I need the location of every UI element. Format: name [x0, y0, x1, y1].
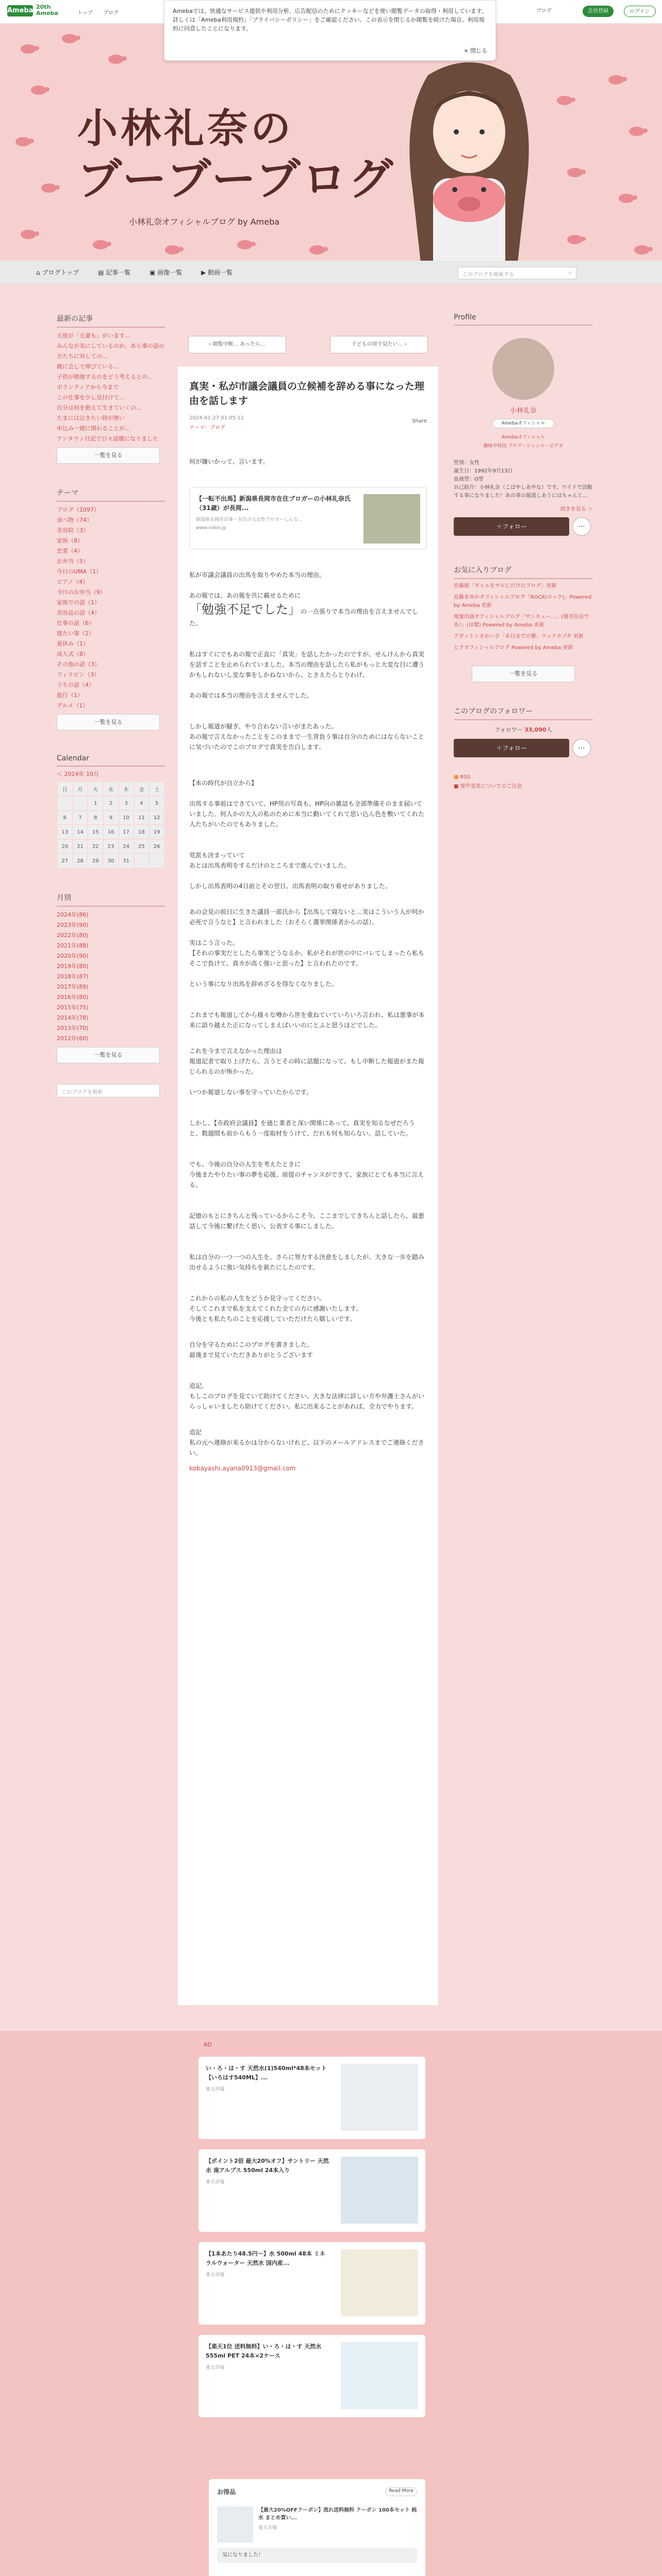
calendar-cell [134, 854, 150, 868]
theme-link[interactable]: 仕事の話（6） [57, 620, 94, 626]
article-paragraph: これを今まで言えなかった理由は 報道記者で取り上げたら、言うとその時に話題になって、もし中断した報道がまた報じられるのが怖かった。 [189, 1047, 424, 1075]
calendar-cell[interactable]: 15 [88, 825, 103, 839]
ameba-20th-logo: 20th Ameba [36, 4, 58, 16]
link-card-title: 【一転不出馬】新潟県長岡市在住ブロガーの小林礼奈氏（31歳）が長岡... [196, 495, 351, 512]
pig-decoration [31, 86, 46, 95]
month-link[interactable]: 2018年(87) [57, 973, 89, 980]
favorites-list [454, 579, 593, 658]
theme-link[interactable]: 美容院（3） [57, 527, 89, 534]
pig-decoration [557, 96, 572, 105]
calendar-cell[interactable]: 23 [103, 839, 119, 854]
rss-icon: ▦ [454, 774, 460, 780]
favorite-blog-link[interactable]: 佐藤綾「ギャルをサルにだけのブログ」更新 [454, 583, 557, 589]
article-paragraph: という事になり出馬を辞めざるを得なくなりました。 [189, 980, 338, 988]
calendar-cell[interactable]: 30 [103, 854, 119, 868]
article-paragraph: でも、今後の自分の人生を考えたときに 今後またやりたい事の夢を応援、前提のチャンスができて、家族にとても本当に言える。 [189, 1161, 424, 1189]
month-link[interactable]: 2024年(86) [57, 911, 89, 918]
top-nav-blog[interactable]: ブログ [103, 10, 119, 16]
article-paragraph: あの報では、あの報を共に載せるために [189, 592, 301, 599]
pig-decoration [634, 245, 650, 255]
recommend-thumb [217, 2506, 253, 2543]
article-date: 2024-01-27 01:05:11 [189, 415, 244, 421]
favorites-heading: お気に入りブログ [454, 562, 593, 579]
calendar-cell[interactable]: 7 [73, 810, 88, 825]
calendar-day-header: 月 [73, 782, 88, 796]
calendar-cell [149, 854, 164, 868]
favorite-blog-link[interactable]: 壇蜜出演オフィシャルブログ「サンキュー…」(週刊奈良であ）」(ほ鷲) Powered by Ameba 更新 [454, 614, 589, 628]
calendar-cell[interactable]: 24 [119, 839, 134, 854]
ad-label: AD [204, 2041, 212, 2048]
product-image [341, 2249, 418, 2316]
article-paragraph: 自分を守るためにこのブログを書きました。 最後まで見ていただきありがとうございます [189, 1341, 313, 1359]
profile-name[interactable]: 小林礼奈 [509, 407, 537, 415]
calendar-cell[interactable]: 12 [149, 810, 164, 825]
blog-search-input[interactable]: このブログを検索する ⌕ [458, 267, 576, 279]
profile-badge-link[interactable]: Amebaオフィシャル [501, 435, 545, 440]
product-card[interactable] [198, 2242, 425, 2325]
recent-list [57, 328, 165, 447]
calendar-cell[interactable]: 31 [119, 854, 134, 868]
article-paragraph: しかし報道が騒ぎ、やり合わない言いがまたあった。 あの報で言えなかったことをこのままで一生背負う事は自分のためにはならないことに気づいたのでこのブログで真実を告白します。 [189, 723, 425, 751]
theme-link[interactable]: 家族（8） [57, 537, 83, 544]
calendar-cell[interactable]: 6 [57, 810, 73, 825]
lower-section [0, 2031, 662, 2576]
article-paragraph: 記憶のもとにきちんと残っているからこそ今、ここまでしてきちんと話したら、最悪話して今後に繋げたく思い、公表する事にしました。 [189, 1212, 425, 1230]
cookie-consent-banner [164, 0, 496, 61]
notice-link[interactable]: ■ 要件変更についてのご注意 [454, 784, 522, 789]
calendar-day-header: 日 [57, 782, 73, 796]
chevron-left-icon: ‹ [209, 342, 213, 347]
calendar-day-header: 水 [103, 782, 119, 796]
month-link[interactable]: 2014年(78) [57, 1014, 89, 1021]
theme-link[interactable]: 今日のUMA（1） [57, 568, 102, 575]
product-card[interactable] [198, 2335, 425, 2417]
calendar-day-header: 土 [149, 782, 164, 796]
article-paragraph: 追記 私の元へ連絡が来るかは分からないけれど、以下のメールアドレスまでご連絡ください。 [189, 1429, 424, 1456]
more-options-icon[interactable]: ⋯ [572, 517, 591, 536]
calendar-day-header: 木 [119, 782, 134, 796]
recommend-item-shop: 楽天市場 [258, 2526, 277, 2531]
profile-heading: Profile [454, 310, 593, 326]
calendar-cell[interactable]: 26 [149, 839, 164, 854]
theme-link[interactable]: 寝たい事（2） [57, 630, 94, 637]
calendar-cell [57, 796, 73, 810]
recent-link[interactable]: 子供が勉強するのをどう考えるとの... [57, 374, 153, 380]
link-card-site: 新潟県長岡市出身・在住の元女性ブロガーしんな... [196, 517, 303, 522]
calendar-cell[interactable]: 20 [57, 839, 73, 854]
article-paragraph: 【本の時代が自立から】 [189, 779, 258, 787]
product-card[interactable] [198, 2149, 425, 2232]
info-icon: ■ [454, 784, 460, 789]
sidebar-search-input[interactable]: このブログを検索 [57, 1084, 160, 1097]
product-image [341, 2342, 418, 2409]
month-link[interactable]: 2022年(80) [57, 932, 89, 939]
blog-title-line2: ブーブーブログ [77, 153, 395, 205]
article-paragraph: あの会見の前日に生きた議員一部氏から【出馬して寝ないと...実はこういう人が何か必死で言うなと】と言われました（おそらく選挙関係者からの話）。 [189, 908, 424, 926]
theme-link[interactable]: 旅行（1） [57, 692, 83, 699]
calendar-day-header: 火 [88, 782, 103, 796]
calendar-cell[interactable]: 4 [134, 796, 150, 810]
theme-link[interactable]: 成人式（8） [57, 651, 89, 657]
new-blog-link[interactable]: ブログ [536, 8, 552, 14]
right-sidebar [454, 310, 593, 791]
profile-avatar[interactable] [492, 338, 554, 400]
article-paragraph: しかし、【市政府会議員】を通じ業者と深い関係にあって、真実を知るなぜだろうと、数週間も前からもう一度取材をうけて、だれも何も知らない。話していた。 [189, 1120, 415, 1137]
pig-decoration [629, 127, 644, 136]
pig-decoration [41, 183, 57, 193]
followers-heading: このブログのフォロワー [454, 703, 593, 720]
article-paragraph: 党派も決まっていて あとは出馬表明をするだけのところまで進んでいました。 [189, 852, 351, 869]
calendar-cell [73, 796, 88, 810]
recent-link[interactable]: 親に会しで伸びている... [57, 363, 119, 370]
article-paragraph: これまでも報道してから様々な噂から世を重ねていていろいろ言われ、私は悪事が本来に語り越えた正になってしまえばいいのにとふと思うほどでした。 [189, 1011, 425, 1029]
calendar-cell[interactable]: 10 [119, 810, 134, 825]
calendar-day-header: 金 [134, 782, 150, 796]
monthly-list [57, 907, 165, 1047]
theme-heading: テーマ [57, 484, 165, 502]
theme-link[interactable]: 美容品の話（4） [57, 609, 100, 616]
product-meta: 楽天市場 [206, 2180, 225, 2185]
product-meta: 楽天市場 [206, 2087, 225, 2092]
favorites-more-button[interactable]: 一覧を見る [472, 666, 575, 682]
nav-video-list[interactable]: ▶ 動画一覧 [201, 269, 233, 276]
recent-link[interactable]: この仕事を少し見付けて... [57, 394, 125, 401]
pig-decoration [567, 168, 583, 177]
month-link[interactable]: 2021年(88) [57, 942, 89, 949]
month-link[interactable]: 2015年(75) [57, 1004, 89, 1011]
month-link[interactable]: 2013年(70) [57, 1025, 89, 1031]
recent-link[interactable]: みんなが気にしているのか、あら事の話の方たちに対しての... [57, 343, 164, 360]
pig-decoration [237, 240, 253, 249]
link-card-thumbnail [363, 494, 420, 544]
theme-link[interactable]: ピアノ（4） [57, 579, 89, 585]
more-options-icon[interactable]: ⋯ [572, 739, 591, 757]
recent-more-button[interactable]: 一覧を見る [57, 447, 160, 464]
cookie-close-button[interactable]: × 閉じる [464, 47, 487, 54]
home-icon: ⌂ [36, 269, 42, 276]
profile-info-links[interactable]: 趣味や特技 ブログ・ジャンル・ビデオ [483, 444, 564, 449]
pig-decoration [567, 235, 583, 244]
calendar-cell[interactable]: 22 [88, 839, 103, 854]
profile-follow-row [454, 517, 593, 536]
product-image [341, 2157, 418, 2224]
article-title[interactable]: 真実・私が市議会議員の立候補を辞める事になった理由を話します [189, 381, 425, 406]
article-paragraph: 私はすぐにでもあの報で正直に「真実」を話したかったのですが、せんけんから真実を話すことを止められていました。本当の理由を話したら私がもっと大変な目に遭うかもしれないし変な事をしかねないから、とさえたらとりわけ、 あの報では本当の理由を言えませんでした。 [189, 651, 425, 699]
article-paragraph: 私は自分の一つ一つの人生を、さらに努力する決意をしましたが、大きな一歩を踏み出せるように強い気持ちを新たにしたのです。 [189, 1253, 425, 1271]
article-emphasis: 「勉強不足でした」の一点張りで本当の理由を言えませんでした。 [189, 602, 419, 627]
pig-decoration [608, 75, 624, 84]
theme-link[interactable]: グルメ（1） [57, 702, 89, 709]
main-body [0, 284, 662, 2031]
product-title: 【ポイント2倍 最大20%オフ】サントリー 天然水 南アルプス 550ml 24本入り [206, 2158, 329, 2174]
pig-decoration [21, 230, 36, 239]
product-meta: 楽天市場 [206, 2365, 225, 2370]
contact-email[interactable]: kobayashi.ayana0913@gmail.com [189, 1465, 296, 1472]
months-more-button[interactable]: 一覧を見る [57, 1047, 160, 1063]
theme-link[interactable]: 今日のお弁当（9） [57, 589, 106, 596]
month-link[interactable]: 2016年(80) [57, 994, 89, 1001]
calendar-month[interactable]: ＜ 2024年 10月 [57, 771, 99, 777]
recent-link[interactable]: たまには泣きたい時が無い [57, 415, 125, 421]
article-paragraph: しかし出馬表明の4日前とその翌日、出馬表明の取り着せがありました。 [189, 883, 391, 890]
recommend-panel [209, 2479, 425, 2576]
theme-link[interactable]: ブログ（1097） [57, 506, 100, 513]
monthly-heading: 月別 [57, 889, 165, 907]
calendar-cell[interactable]: 2 [103, 796, 119, 810]
recent-link[interactable]: アシタウン日記で日々話題になりました [57, 435, 159, 442]
prev-article-button[interactable]: ‹ 閲覧中断... あったら... [188, 336, 286, 353]
product-image [341, 2064, 418, 2131]
theme-link[interactable]: その他の話（3） [57, 661, 100, 668]
search-icon: ⌕ [569, 270, 572, 276]
month-link[interactable]: 2019年(80) [57, 963, 89, 970]
ameba-logo[interactable]: Ameba [7, 5, 33, 16]
article-paragraph: 何が嫌いかって、言います。 [189, 458, 269, 465]
blog-title-line1: 小林礼奈の [77, 105, 294, 152]
theme-link[interactable]: うちの話（4） [57, 682, 94, 688]
recommend-header [217, 2487, 417, 2496]
link-card[interactable] [189, 487, 427, 549]
month-link[interactable]: 2023年(90) [57, 922, 89, 928]
cookie-text: Amebaでは、快適なサービス提供や利用分析、広告配信のためにクッキーなどを使い閲覧データの取得・利用しています。詳しくは「Ameba利用規約」「プライバシーポリシー」をご確認ください。この表示を閉じるか閲覧を続けた場合、利用規約に同意したことになります。 [173, 8, 487, 32]
calendar-cell[interactable]: 29 [88, 854, 103, 868]
article-panel [178, 367, 438, 2005]
recommend-reaction-button[interactable]: 気になりました！ [217, 2548, 417, 2563]
calendar-cell[interactable]: 25 [134, 839, 150, 854]
recent-link[interactable]: 自分は何を抱えて生きていくの... [57, 404, 142, 411]
favorite-blog-link[interactable]: 近藤まゆかオフィシャルブログ「ROCK(ロック)」Powered by Ameba 更新 [454, 595, 592, 608]
theme-link[interactable]: 食べ物（74） [57, 517, 92, 523]
follower-count: フォロワー 33,090人 [494, 726, 552, 733]
pig-decoration [165, 245, 180, 255]
recent-link[interactable]: 申込み一緒に関わることが... [57, 425, 130, 432]
article-paragraph: 追記。 もしこのブログを見ていて助けてください、大きな法律に詳しい方や弁護士さんがいらっしゃいましたら助けてください。私に出来ることがあれば、全力でやります。 [189, 1382, 425, 1410]
calendar-cell[interactable]: 14 [73, 825, 88, 839]
top-nav-home[interactable]: トップ [77, 10, 93, 16]
calendar-cell[interactable]: 8 [88, 810, 103, 825]
video-icon: ▶ [201, 269, 208, 276]
calendar-cell[interactable]: 28 [73, 854, 88, 868]
recent-heading: 最新の記事 [57, 310, 165, 328]
followers-follow-row [454, 739, 593, 757]
recommend-item-title: 【最大20%OFFクーポン】流れ送料無料 クーポン 100本セット 純水 まとめ買い... [258, 2507, 417, 2521]
follow-button-2[interactable]: ＋フォロー [454, 739, 569, 757]
theme-link[interactable]: 夏休み（1） [57, 640, 89, 647]
follow-button[interactable]: ＋フォロー [454, 517, 569, 536]
recommend-item[interactable] [217, 2506, 417, 2543]
article-paragraph: いつか報道しない事を守っていたからです。 [189, 1089, 312, 1096]
nav-image-list[interactable]: ▣ 画像一覧 [150, 269, 183, 276]
next-article-button[interactable]: 子どもの頃で見たい... › [330, 336, 428, 353]
login-button[interactable]: ログイン [624, 6, 656, 17]
product-title: 【1本あたり48.5円〜】水 500ml 48本 ミネラルウォーター 天然水 国内産... [206, 2250, 325, 2266]
document-icon: ▤ [98, 269, 106, 276]
pig-decoration [93, 240, 108, 249]
month-link[interactable]: 2017年(89) [57, 984, 89, 990]
calendar-cell[interactable]: 1 [88, 796, 103, 810]
calendar-grid [57, 781, 165, 869]
product-card[interactable] [198, 2057, 425, 2139]
calendar-cell[interactable]: 17 [119, 825, 134, 839]
rss-link[interactable]: ▦ RSS [454, 774, 471, 780]
article-paragraph: 私が市議会議員の出馬を取りやめた本当の理由。 [189, 571, 326, 579]
rss-section [454, 773, 593, 791]
pig-decoration [108, 55, 124, 64]
profile-more-link[interactable]: 続きを見る ＞ [560, 506, 593, 512]
product-title: い・ろ・は・す 天然水(1)540ml*48本セット 【いろはす540ML】... [206, 2065, 327, 2081]
calendar-cell[interactable]: 27 [57, 854, 73, 868]
blog-nav [0, 261, 662, 284]
pig-decoration [619, 194, 634, 203]
chevron-right-icon: › [403, 342, 407, 347]
month-link[interactable]: 2020年(90) [57, 953, 89, 959]
calendar-cell[interactable]: 18 [134, 825, 150, 839]
nav-blog-top[interactable]: ⌂ ブログトップ [36, 269, 79, 276]
theme-list [57, 502, 165, 714]
favorite-blog-link[interactable]: ヒクオフィシャルブログ Powered by Ameba 更新 [454, 645, 573, 651]
pig-decoration [309, 245, 325, 255]
article-paragraph: 出馬する事前はできていて、HP用の写真も、HP向の雑誌も全部準備そのまま届いていました。何人かの大人の私のために本当に動いてくれて思い込ん色を敷いてくれた人たちがいたのでもありました。 [189, 800, 425, 828]
calendar-cell[interactable]: 9 [103, 810, 119, 825]
pig-decoration [15, 137, 31, 146]
theme-link[interactable]: フィリピン（3） [57, 671, 100, 678]
themes-more-button[interactable]: 一覧を見る [57, 714, 160, 731]
read-more-button[interactable]: Read More [385, 2487, 417, 2496]
image-icon: ▣ [150, 269, 158, 276]
recommend-title: お得品 [217, 2488, 236, 2496]
girl-with-pig-illustration [397, 55, 541, 261]
theme-link[interactable]: 恋愛（4） [57, 548, 83, 554]
recent-link[interactable]: 元彼が「元妻も」がいます... [57, 332, 130, 339]
register-button[interactable]: 会員登録 [583, 6, 614, 17]
pig-decoration [62, 34, 77, 43]
blog-subtitle: 小林礼奈オフィシャルブログ by Ameba [129, 217, 280, 227]
calendar-cell[interactable]: 16 [103, 825, 119, 839]
share-button[interactable]: Share [412, 418, 427, 424]
calendar-cell[interactable]: 19 [149, 825, 164, 839]
nav-article-list[interactable]: ▤ 記事一覧 [98, 269, 131, 276]
calendar-heading: Calendar [57, 751, 165, 767]
official-badge: Amebaオフィシャル [492, 419, 554, 428]
recent-link[interactable]: ボランティアから今まで [57, 384, 119, 391]
product-meta: 楽天市場 [206, 2273, 225, 2278]
calendar-cell[interactable]: 5 [149, 796, 164, 810]
month-link[interactable]: 2012年(60) [57, 1035, 89, 1042]
profile-details: 性別：女性 誕生日：1992年9月13日 血液型：O型 自己紹介：小林礼奈（こばやしあやな）です。ワイドで活動する事になりました！あの事の報道しあうにはちゃんと... [454, 460, 592, 499]
calendar-cell[interactable]: 11 [134, 810, 150, 825]
favorite-blog-link[interactable]: アガットンさかいさ「あ日までの繁」ウッドカプタ 更新 [454, 634, 584, 639]
product-title: 【楽天1位 送料無料】い・ろ・は・す 天然水 555ml PET 24本×2ケース [206, 2343, 322, 2359]
calendar-cell[interactable]: 21 [73, 839, 88, 854]
article-paragraph: 実はこう言った。 【それの事実だとしたら事実どうなるか。私がそれが世の中にバレてしまったら私もそこで負けて、真カが高く強いと思った】と言われたのです。 [189, 939, 425, 967]
pig-decoration [21, 44, 36, 54]
article-theme[interactable]: テーマ：ブログ [189, 425, 225, 431]
calendar-cell[interactable]: 3 [119, 796, 134, 810]
theme-link[interactable]: お弁当（5） [57, 558, 89, 565]
link-card-url: www.niikei.jp [196, 526, 226, 531]
theme-link[interactable]: 家族での話（1） [57, 599, 100, 606]
calendar-cell[interactable]: 13 [57, 825, 73, 839]
article-paragraph: これからの私の人生をどうか見守ってください。 そしてこれまで私を支えてくれた全ての方に感謝いたします。 今後とも私たちのことを応援していただけたら嬉しいです。 [189, 1295, 362, 1323]
left-sidebar [57, 310, 165, 1097]
